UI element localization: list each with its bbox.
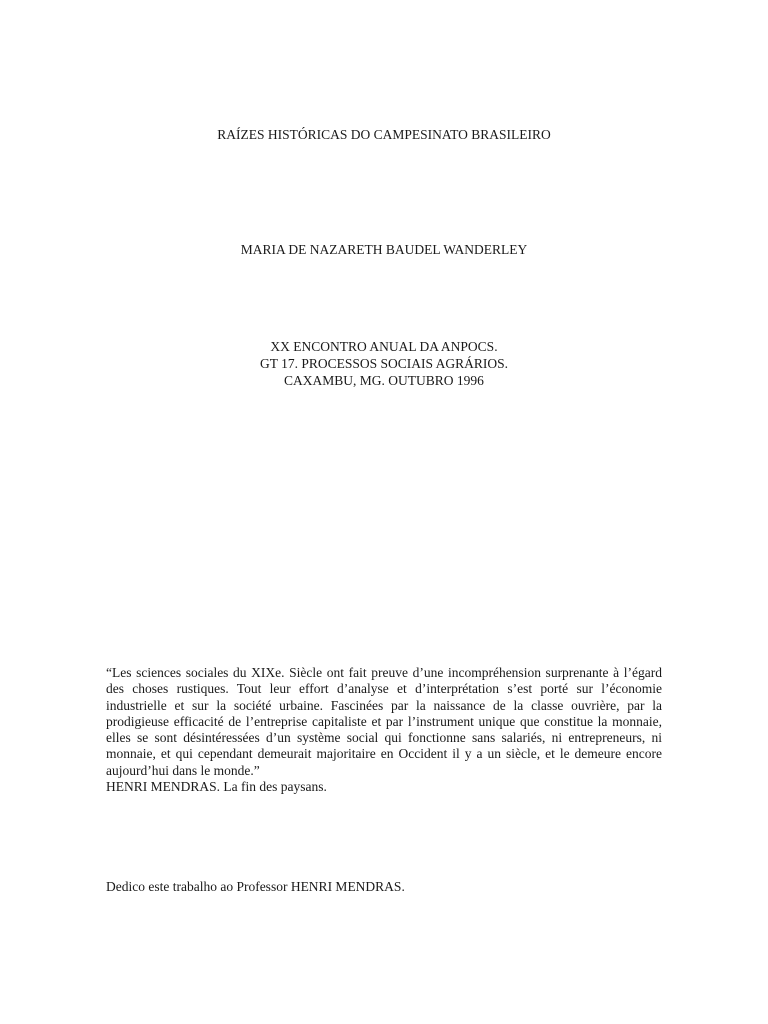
epigraph-source: HENRI MENDRAS. La fin des paysans. <box>106 779 327 795</box>
event-line-2: GT 17. PROCESSOS SOCIAIS AGRÁRIOS. <box>259 356 509 371</box>
document-title: RAÍZES HISTÓRICAS DO CAMPESINATO BRASILEIRO <box>217 127 551 142</box>
event-info <box>0 338 768 389</box>
event-line-3: CAXAMBU, MG. OUTUBRO 1996 <box>284 373 484 388</box>
event-line-1: XX ENCONTRO ANUAL DA ANPOCS. <box>270 339 498 354</box>
epigraph-text: “Les sciences sociales du XIXe. Siècle ont fait preuve d’une incompréhension surprenante à l’égard des choses rustiques. Tout leur effort d’analyse et d’interprétation s’est porté sur l’économie industrielle et sur la société urbaine. Fascinées par la naissance de la classe ouvrière, par la prodigieuse efficacité de l’entreprise capitaliste et par l’instrument unique que constitue la monnaie, elles se sont désintéressées d’un système social qui fonctionne sans salariés, ni entrepreneurs, ni monnaie, et qui cependant demeurait majoritaire en Occident il y a un siècle, et le demeure encore aujourd’hui dans le monde.” <box>106 665 662 778</box>
epigraph <box>106 665 662 795</box>
dedication: Dedico este trabalho ao Professor HENRI MENDRAS. <box>106 879 405 894</box>
author-name: MARIA DE NAZARETH BAUDEL WANDERLEY <box>240 242 528 257</box>
